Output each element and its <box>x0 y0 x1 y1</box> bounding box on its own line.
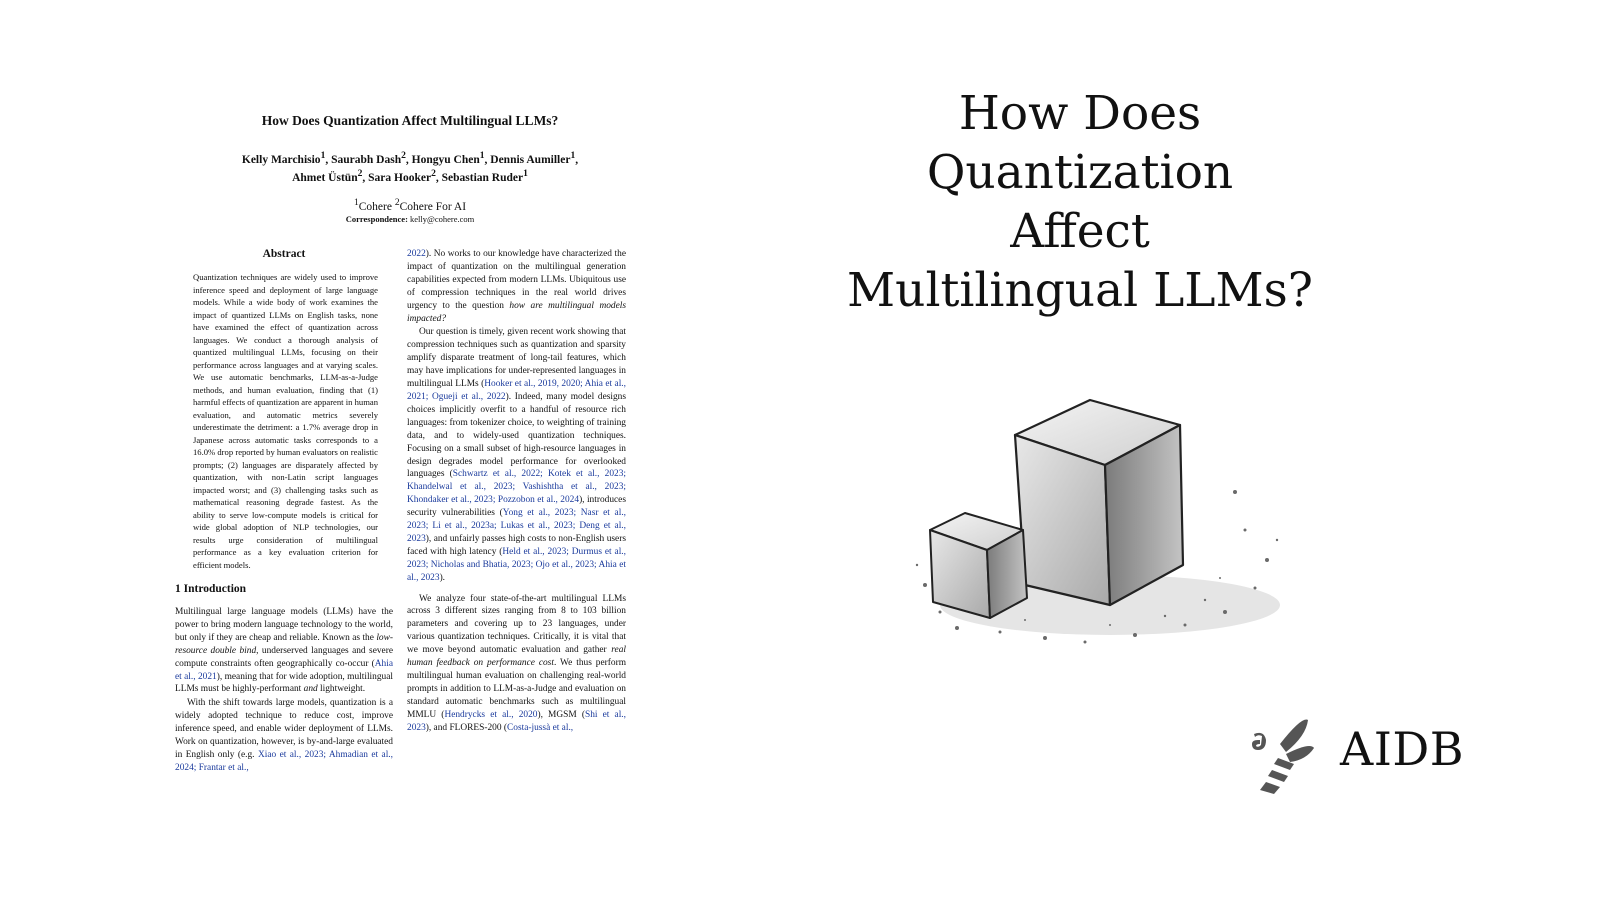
right-paragraph-2: Our question is timely, given recent work showing that compression techniques such as quantization and sparsity amplify disparate treatment of long-tail features, which may have implications for under-represented languages in multilingual LLMs (Hooker et al., 2019, 2020; Ahia et al., 2021; Ogueji et al., 2022). Indeed, many model designs choices implicitly overfit to a handful of resource rich languages: from tokenizer choice, to weighting of training data, and to widely-used quantization techniques. Focusing on a small subset of high-resource languages in design degrades model performance for overlooked languages (Schwartz et al., 2022; Kotek et al., 2023; Khandelwal et al., 2023; Vashishtha et al., 2023; Khondaker et al., 2023; Pozzobon et al., 2024), introduces security vulnerabilities (Yong et al., 2023; Nasr et al., 2023; Li et al., 2023a; Lukas et al., 2023; Deng et al., 2023), and unfairly passes high costs to non-English users faced with high latency (Held et al., 2023; Durmus et al., 2023; Nicholas and Bhatia, 2023; Ojo et al., 2023; Ahia et al., 2023). <box>407 327 627 583</box>
large-cube <box>1015 400 1183 605</box>
right-paragraph-3: We analyze four state-of-the-art multilingual LLMs across 3 different sizes ranging from 8 to 103 billion parameters and covering up to 23 languages, under various quantization techniques. Critically, it is vital that we move beyond automatic evaluation and gather real human feedback on performance cost. We thus perform multilingual human evaluation on challenging real-world prompts in addition to LLM-as-a-Judge and evaluation on standard automatic benchmarks such as multilingual MMLU (Hendrycks et al., 2020), MGSM (Shi et al., 2023), and FLORES-200 (Costa-jussà et al., <box>407 593 626 733</box>
headline-line-3: Affect <box>1010 204 1150 259</box>
right-column <box>407 248 626 735</box>
cubes-illustration <box>905 380 1290 655</box>
headline-line-1: How Does <box>958 86 1202 141</box>
paper-page <box>175 105 645 815</box>
intro-paragraph-2: With the shift towards large models, quantization is a widely adopted technique to reduce cost, improve inference speed, and enable wider deployment of LLMs. Work on quantization, however, is by-and-large evaluated in English only (e.g. Xiao et al., 2023; Ahmadian et al., 2024; Frantar et al., <box>175 698 393 773</box>
small-cube <box>930 513 1027 618</box>
paper-authors <box>175 149 645 185</box>
intro-paragraph-1: Multilingual large language models (LLMs) have the power to bring modern language technology to the world, but only if they are cheap and reliable. Known as the low-resource double bind, underserved languages and severe compute constraints often geographically co-occur (Ahia et al., 2021), meaning that for wide adoption, multilingual LLMs must be highly-performant and lightweight. <box>175 607 393 695</box>
left-column <box>175 248 393 775</box>
aidb-logo <box>1250 710 1480 800</box>
paper-affiliations: $^1$Cohere $^2$Cohere For AI <box>353 196 467 213</box>
right-paragraph-1: 2022). No works to our knowledge have characterized the impact of quantization on the multilingual generation capabilities expected from modern LLMs. Ubiquitous use of compression techniques in the real world drives urgency to the question how are multilingual models impacted? <box>407 249 626 324</box>
paper-title: How Does Quantization Affect Multilingual LLMs? <box>261 113 559 128</box>
headline <box>790 84 1370 320</box>
section-heading-introduction: 1 Introduction <box>175 583 247 595</box>
headline-line-4: Multilingual LLMs? <box>847 263 1313 318</box>
authors-line-1: Kelly Marchisio$^1$, Saurabh Dash$^2$, Hongyu Chen$^1$, Dennis Aumiller$^1$, <box>241 150 579 166</box>
correspondence-email: kelly@cohere.com <box>410 214 475 225</box>
headline-line-2: Quantization <box>926 145 1234 200</box>
brand-name: AIDB <box>1340 722 1465 776</box>
abstract-body: Quantization techniques are widely used to improve inference speed and deployment of large language models. While a wide body of work examines the impact of quantized LLMs on English tasks, none have examined the effect of quantization across languages. We conduct a thorough analysis of quantized multilingual LLMs, focusing on their performance across languages and at varying scales. We use automatic benchmarks, LLM-as-a-Judge methods, and human evaluation, finding that (1) harmful effects of quantization are apparent in human evaluation, and automatic metrics severely underestimate the detriment: a 1.7% average drop in Japanese across automatic tasks corresponds to a 16.0% drop reported by human evaluators on realistic prompts; (2) languages are disparately affected by quantization, with non-Latin script languages impacted worst; and (3) challenging tasks such as mathematical reasoning degrade fastest. As the ability to serve low-compute models is critical for wide global adoption of NLP technologies, our results urge consideration of multilingual performance as a key evaluation criterion for efficient models. <box>193 272 378 570</box>
correspondence-label: Correspondence: <box>345 214 408 225</box>
abstract-heading: Abstract <box>262 248 306 260</box>
paper-correspondence <box>175 214 645 224</box>
authors-line-2: Ahmet Üstün$^2$, Sara Hooker$^2$, Sebastian Ruder$^1$ <box>292 167 528 184</box>
bee-icon <box>1250 714 1320 796</box>
